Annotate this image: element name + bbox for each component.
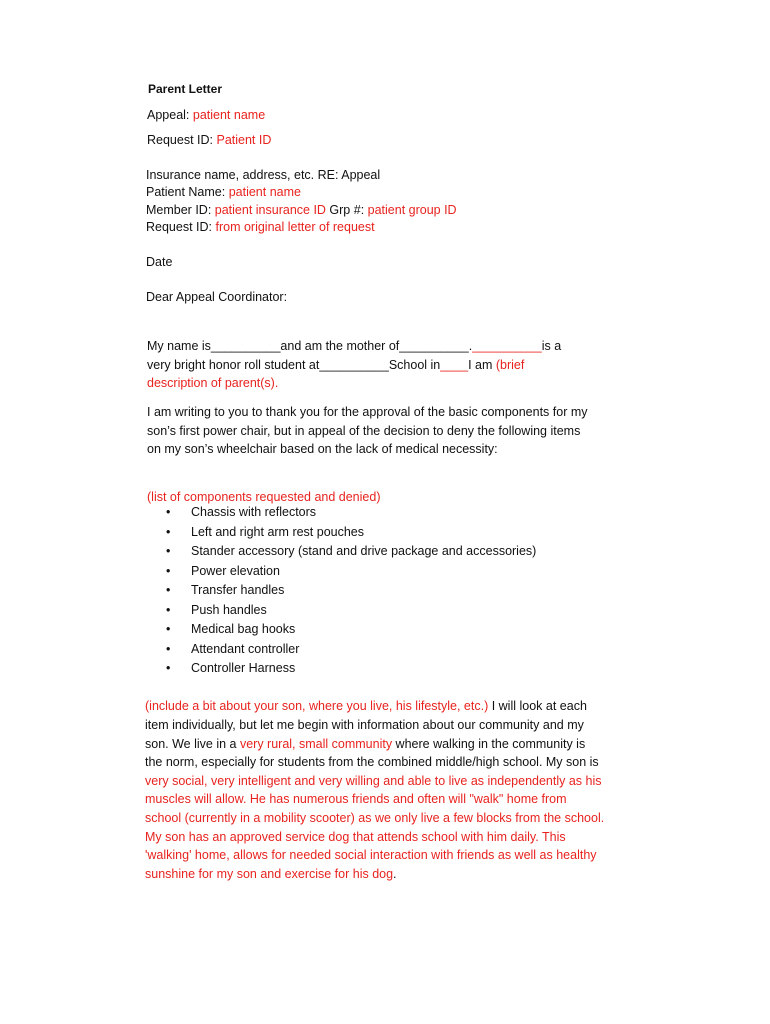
member-id-label: Member ID:	[146, 203, 215, 217]
bullet-icon: •	[166, 524, 171, 539]
para3-text: I will look at each	[488, 699, 587, 713]
para3-line: school (currently in a mobility scooter) as we only live a few blocks from the school.	[145, 811, 605, 825]
bullet-icon: •	[166, 622, 171, 636]
list-item	[166, 503, 536, 523]
appeal-line	[147, 106, 265, 124]
member-id-line	[146, 201, 457, 219]
list-item	[166, 659, 536, 679]
para3-line	[145, 697, 587, 715]
list-item	[166, 640, 536, 660]
para3-line: muscles will allow. He has numerous friends and often will "walk" home from	[145, 792, 567, 806]
bullet-icon: •	[166, 505, 171, 519]
para3-text: .	[393, 867, 397, 881]
components-list	[166, 503, 536, 679]
request-id-value: Patient ID	[216, 133, 272, 147]
list-item-text: Medical bag hooks	[191, 622, 296, 636]
list-item	[166, 601, 536, 621]
list-item-text: Controller Harness	[191, 661, 296, 675]
insurance-request-line	[146, 218, 375, 236]
para2-line: son’s first power chair, but in appeal of the decision to deny the following items	[147, 424, 581, 438]
para3-text: son. We live in a	[145, 737, 240, 751]
bullet-icon: •	[166, 563, 171, 578]
member-id-value: patient insurance ID	[214, 203, 326, 217]
bullet-icon: •	[166, 602, 171, 617]
patient-name-label: Patient Name:	[146, 185, 229, 199]
intro-text: I am	[468, 358, 496, 372]
salutation: Dear Appeal Coordinator:	[146, 290, 288, 304]
list-item-text: Left and right arm rest pouches	[191, 524, 365, 539]
list-item	[166, 542, 536, 562]
intro-line-3: description of parent(s).	[147, 376, 279, 390]
request-id-line	[147, 131, 271, 149]
bullet-icon: •	[166, 544, 171, 558]
intro-text: is a	[541, 339, 562, 353]
para3-placeholder: (include a bit about your son, where you live, his lifestyle, etc.)	[145, 699, 489, 713]
list-item	[166, 523, 536, 543]
group-value: patient group ID	[367, 203, 457, 217]
components-heading: (list of components requested and denied)	[147, 490, 381, 504]
letter-title: Parent Letter	[148, 82, 223, 96]
patient-name-line	[146, 183, 301, 201]
insurance-line: Insurance name, address, etc. RE: Appeal	[146, 168, 381, 182]
intro-line-2	[147, 356, 524, 374]
para3-line: item individually, but let me begin with information about our community and my	[145, 718, 584, 732]
list-item-text: Stander accessory (stand and drive package and accessories)	[191, 544, 537, 558]
intro-line-1	[147, 337, 561, 355]
intro-placeholder: (brief	[495, 358, 525, 372]
list-item-text: Attendant controller	[191, 641, 300, 656]
para2-line: on my son’s wheelchair based on the lack of medical necessity:	[147, 442, 498, 456]
para3-text: where walking in the community is	[392, 737, 586, 751]
list-item-text: Push handles	[191, 602, 267, 617]
para3-line: very social, very intelligent and very willing and able to live as independently as his	[145, 774, 602, 788]
para3-placeholder: sunshine for my son and exercise for his dog	[145, 867, 394, 881]
insurance-request-label: Request ID:	[146, 220, 216, 234]
list-item-text: Chassis with reflectors	[191, 505, 317, 519]
para3-line	[145, 865, 397, 883]
para3-placeholder: very rural, small community	[239, 737, 393, 751]
para2-line: I am writing to you to thank you for the approval of the basic components for my	[147, 405, 588, 419]
list-item-text: Power elevation	[191, 563, 280, 578]
list-item	[166, 620, 536, 640]
list-item	[166, 581, 536, 601]
intro-text: My name is__________and am the mother of__________.	[147, 339, 473, 353]
group-label: Grp #:	[325, 203, 368, 217]
para3-line: 'walking' home, allows for needed social interaction with friends as well as healthy	[145, 848, 597, 862]
list-item	[166, 562, 536, 582]
intro-blank: __________	[472, 339, 542, 353]
bullet-icon: •	[166, 641, 171, 656]
appeal-label: Appeal:	[147, 108, 193, 122]
intro-blank: ____	[440, 358, 469, 372]
patient-name-value: patient name	[228, 185, 301, 199]
para3-line	[145, 735, 585, 753]
insurance-request-value: from original letter of request	[215, 220, 375, 234]
bullet-icon: •	[166, 583, 171, 597]
date-line: Date	[146, 255, 173, 269]
request-id-label: Request ID:	[147, 133, 217, 147]
list-item-text: Transfer handles	[191, 583, 285, 597]
intro-text: very bright honor roll student at__________School in	[147, 358, 441, 372]
bullet-icon: •	[166, 661, 171, 675]
appeal-value: patient name	[192, 108, 266, 122]
para3-line: My son has an approved service dog that attends school with him daily. This	[145, 830, 566, 844]
para3-line: the norm, especially for students from the combined middle/high school. My son is	[145, 755, 599, 769]
